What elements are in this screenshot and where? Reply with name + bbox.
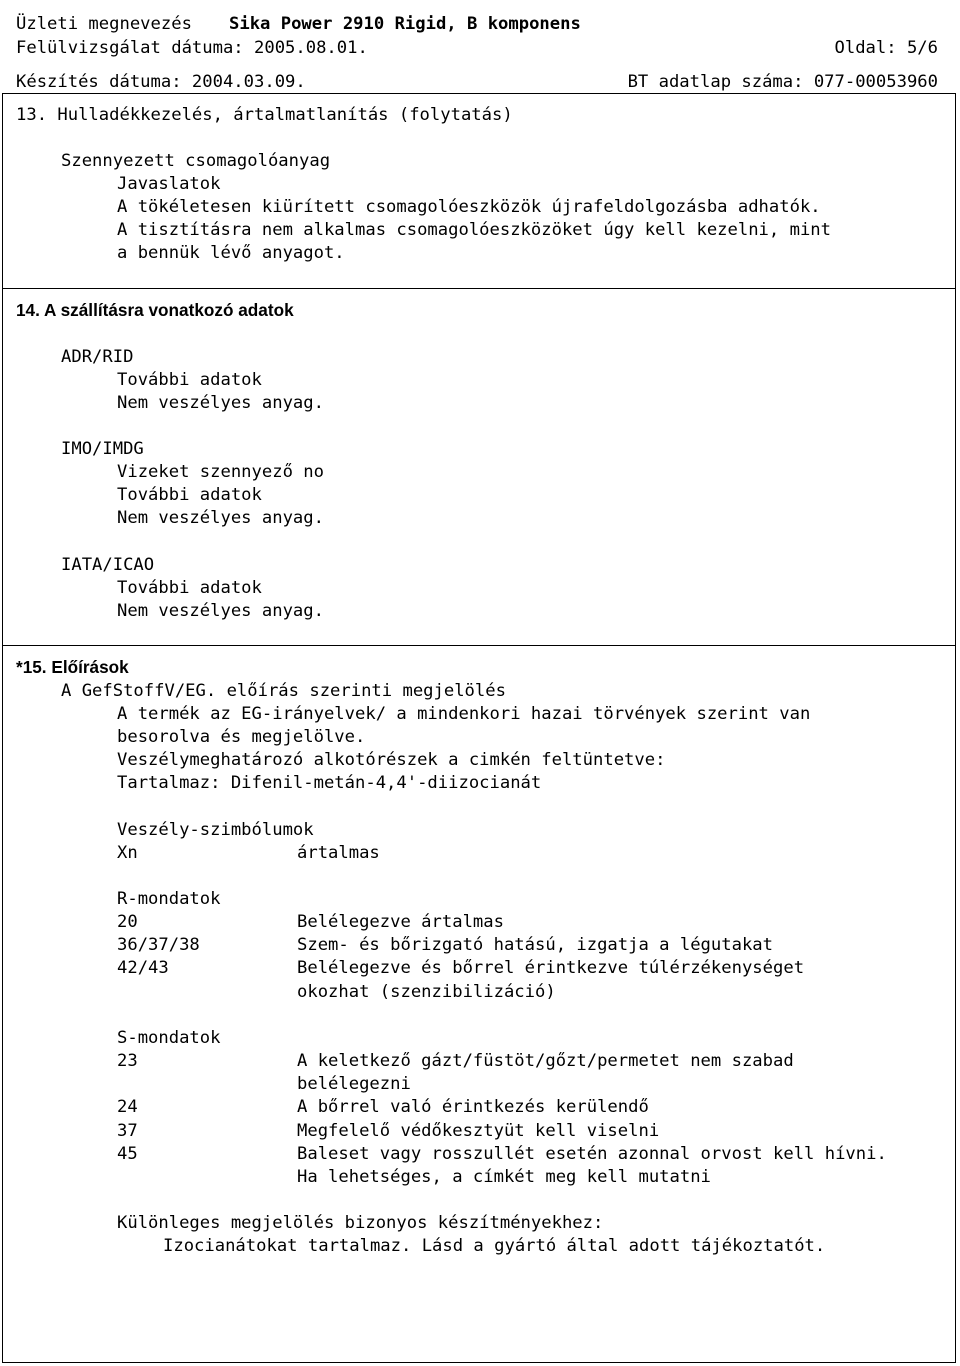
r-phrase-text: Belélegezve ártalmas bbox=[297, 912, 504, 932]
additional-info-label: További adatok bbox=[117, 485, 262, 505]
sds-number: BT adatlap száma: 077-00053960 bbox=[627, 72, 938, 92]
r-phrases-title: R-mondatok bbox=[117, 889, 221, 909]
r-phrase-code: 42/43 bbox=[117, 958, 169, 978]
special-labelling-text: Izocianátokat tartalmaz. Lásd a gyártó által adott tájékoztatót. bbox=[163, 1236, 826, 1256]
iata-value: Nem veszélyes anyag. bbox=[117, 601, 324, 621]
divider bbox=[2, 645, 956, 646]
hazard-symbols-title: Veszély-szimbólumok bbox=[117, 820, 314, 840]
special-labelling-title: Különleges megjelölés bizonyos készítményekhez: bbox=[117, 1213, 604, 1233]
s-phrase-code: 37 bbox=[117, 1121, 138, 1141]
r-phrase-code: 20 bbox=[117, 912, 138, 932]
r-phrase-text: Szem- és bőrizgató hatású, izgatja a légutakat bbox=[297, 935, 773, 955]
s-phrase-text: A keletkező gázt/füstöt/gőzt/permetet nem szabad bbox=[297, 1051, 794, 1071]
header-name-row bbox=[16, 13, 938, 36]
hazard-symbol-code: Xn bbox=[117, 843, 138, 863]
divider bbox=[2, 288, 956, 289]
s13-text-line: a bennük lévő anyagot. bbox=[117, 243, 345, 263]
adr-rid-label: ADR/RID bbox=[61, 347, 134, 367]
s15-text-line: besorolva és megjelölve. bbox=[117, 727, 366, 747]
additional-info-label: További adatok bbox=[117, 578, 262, 598]
s-phrases-title: S-mondatok bbox=[117, 1028, 221, 1048]
s-phrase-text: Ha lehetséges, a címkét meg kell mutatni bbox=[297, 1167, 711, 1187]
imo-value: Nem veszélyes anyag. bbox=[117, 508, 324, 528]
s13-text-line: A tökéletesen kiürített csomagolóeszközök újrafeldolgozásba adhatók. bbox=[117, 197, 821, 217]
section-13-heading: 13. Hulladékkezelés, ártalmatlanítás (folytatás) bbox=[16, 105, 513, 125]
r-phrase-code: 36/37/38 bbox=[117, 935, 200, 955]
revision-date: Felülvizsgálat dátuma: 2005.08.01. bbox=[16, 38, 368, 58]
s-phrase-text: Megfelelő védőkesztyüt kell viselni bbox=[297, 1121, 660, 1141]
labelling-subheading: A GefStoffV/EG. előírás szerinti megjelölés bbox=[61, 681, 506, 701]
s13-text-line: A tisztításra nem alkalmas csomagolóeszközöket úgy kell kezelni, mint bbox=[117, 220, 831, 240]
section-15-heading: *15. Előírások bbox=[16, 657, 129, 677]
s15-text-line: Tartalmaz: Difenil-metán-4,4'-diizocianát bbox=[117, 773, 542, 793]
s-phrase-code: 24 bbox=[117, 1097, 138, 1117]
s-phrase-code: 45 bbox=[117, 1144, 138, 1164]
r-phrase-text: Belélegezve és bőrrel érintkezve túlérzékenységet bbox=[297, 958, 805, 978]
product-name-value: Sika Power 2910 Rigid, B komponens bbox=[229, 14, 581, 34]
r-phrase-text: okozhat (szenzibilizáció) bbox=[297, 982, 556, 1002]
page-number: Oldal: 5/6 bbox=[834, 38, 938, 58]
s15-text-line: Veszélymeghatározó alkotórészek a cimkén feltüntetve: bbox=[117, 750, 666, 770]
additional-info-label: További adatok bbox=[117, 370, 262, 390]
s-phrase-text: belélegezni bbox=[297, 1074, 411, 1094]
imo-imdg-label: IMO/IMDG bbox=[61, 439, 144, 459]
section-14-heading: 14. A szállításra vonatkozó adatok bbox=[16, 300, 294, 320]
marine-pollutant-label: Vizeket szennyező no bbox=[117, 462, 324, 482]
s-phrase-text: A bőrrel való érintkezés kerülendő bbox=[297, 1097, 649, 1117]
iata-icao-label: IATA/ICAO bbox=[61, 555, 155, 575]
contaminated-packaging-label: Szennyezett csomagolóanyag bbox=[61, 151, 331, 171]
s15-text-line: A termék az EG-irányelvek/ a mindenkori hazai törvények szerint van bbox=[117, 704, 811, 724]
recommendations-label: Javaslatok bbox=[117, 174, 221, 194]
hazard-symbol-text: ártalmas bbox=[297, 843, 380, 863]
s-phrase-code: 23 bbox=[117, 1051, 138, 1071]
s-phrase-text: Baleset vagy rosszullét esetén azonnal orvost kell hívni. bbox=[297, 1144, 887, 1164]
adr-value: Nem veszélyes anyag. bbox=[117, 393, 324, 413]
header-created-row bbox=[16, 71, 938, 94]
header-revision-row bbox=[16, 37, 938, 60]
creation-date: Készítés dátuma: 2004.03.09. bbox=[16, 72, 306, 92]
product-name-label: Üzleti megnevezés bbox=[16, 14, 192, 34]
